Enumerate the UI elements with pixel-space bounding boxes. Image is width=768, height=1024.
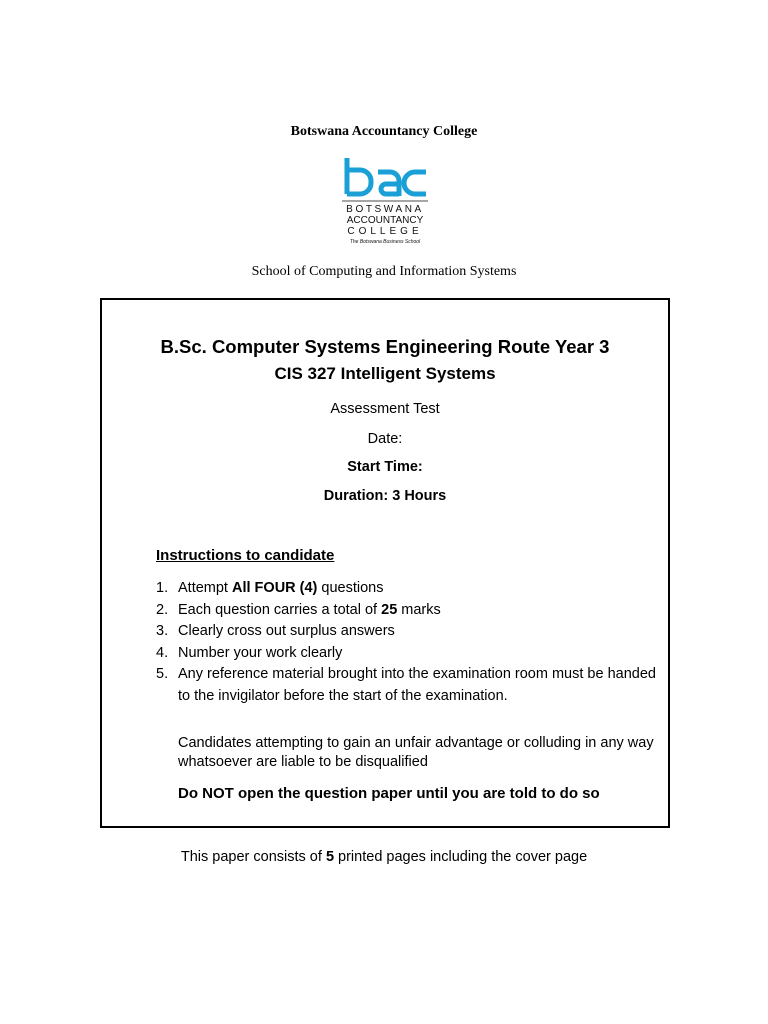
logo-line-2: ACCOUNTANCY [346, 215, 424, 226]
bac-logo [342, 156, 428, 246]
instructions-heading: Instructions to candidate [156, 547, 335, 564]
instruction-emphasis: All FOUR (4) [232, 580, 318, 596]
instruction-text: Any reference material brought into the examination room must be handed to the invigilator before the start of the examination. [178, 666, 656, 704]
page-count-text: This paper consists of [180, 849, 326, 865]
instruction-item [156, 578, 656, 600]
instruction-number: 3. [156, 623, 169, 639]
logo-line-3: COLLEGE [347, 226, 423, 237]
instruction-number: 5. [156, 666, 169, 682]
instructions-list [156, 578, 656, 707]
duration-label: Duration: 3 Hours [323, 488, 447, 504]
school-name: School of Computing and Information Systems [251, 264, 517, 279]
course-title: CIS 327 Intelligent Systems [274, 364, 496, 383]
instruction-number: 4. [156, 644, 169, 661]
instruction-text-end: questions [317, 580, 384, 596]
instruction-text: Each question carries a total of [178, 601, 382, 618]
instruction-text-end: marks [397, 601, 441, 618]
start-time-label: Start Time: [347, 459, 423, 475]
date-label: Date: [367, 431, 403, 447]
instruction-emphasis: 25 [381, 601, 398, 618]
instruction-number: 1. [156, 580, 169, 596]
cover-box [100, 298, 670, 828]
assessment-type: Assessment Test [330, 401, 440, 417]
logo-line-1: BOTSWANA [346, 204, 424, 215]
instruction-item [156, 621, 656, 643]
instruction-text: Clearly cross out surplus answers [178, 623, 395, 639]
do-not-open-notice: Do NOT open the question paper until you are told to do so [178, 785, 600, 802]
page-count-number: 5 [325, 849, 335, 865]
instruction-text: Number your work clearly [178, 644, 343, 661]
page-count-text-end: printed pages including the cover page [334, 849, 588, 865]
page-count-note [0, 849, 768, 865]
instruction-number: 2. [156, 601, 169, 618]
instruction-text: Attempt [178, 580, 232, 596]
logo-tagline: The Botswana Business School [349, 239, 421, 245]
instruction-item [156, 664, 656, 707]
college-name: Botswana Accountancy College [290, 124, 478, 139]
instruction-item [156, 600, 656, 622]
instruction-item [156, 643, 656, 665]
programme-title: B.Sc. Computer Systems Engineering Route Year 3 [160, 336, 610, 357]
disqualification-warning: Candidates attempting to gain an unfair advantage or colluding in any way whatsoever are liable to be disqualified [178, 735, 654, 770]
